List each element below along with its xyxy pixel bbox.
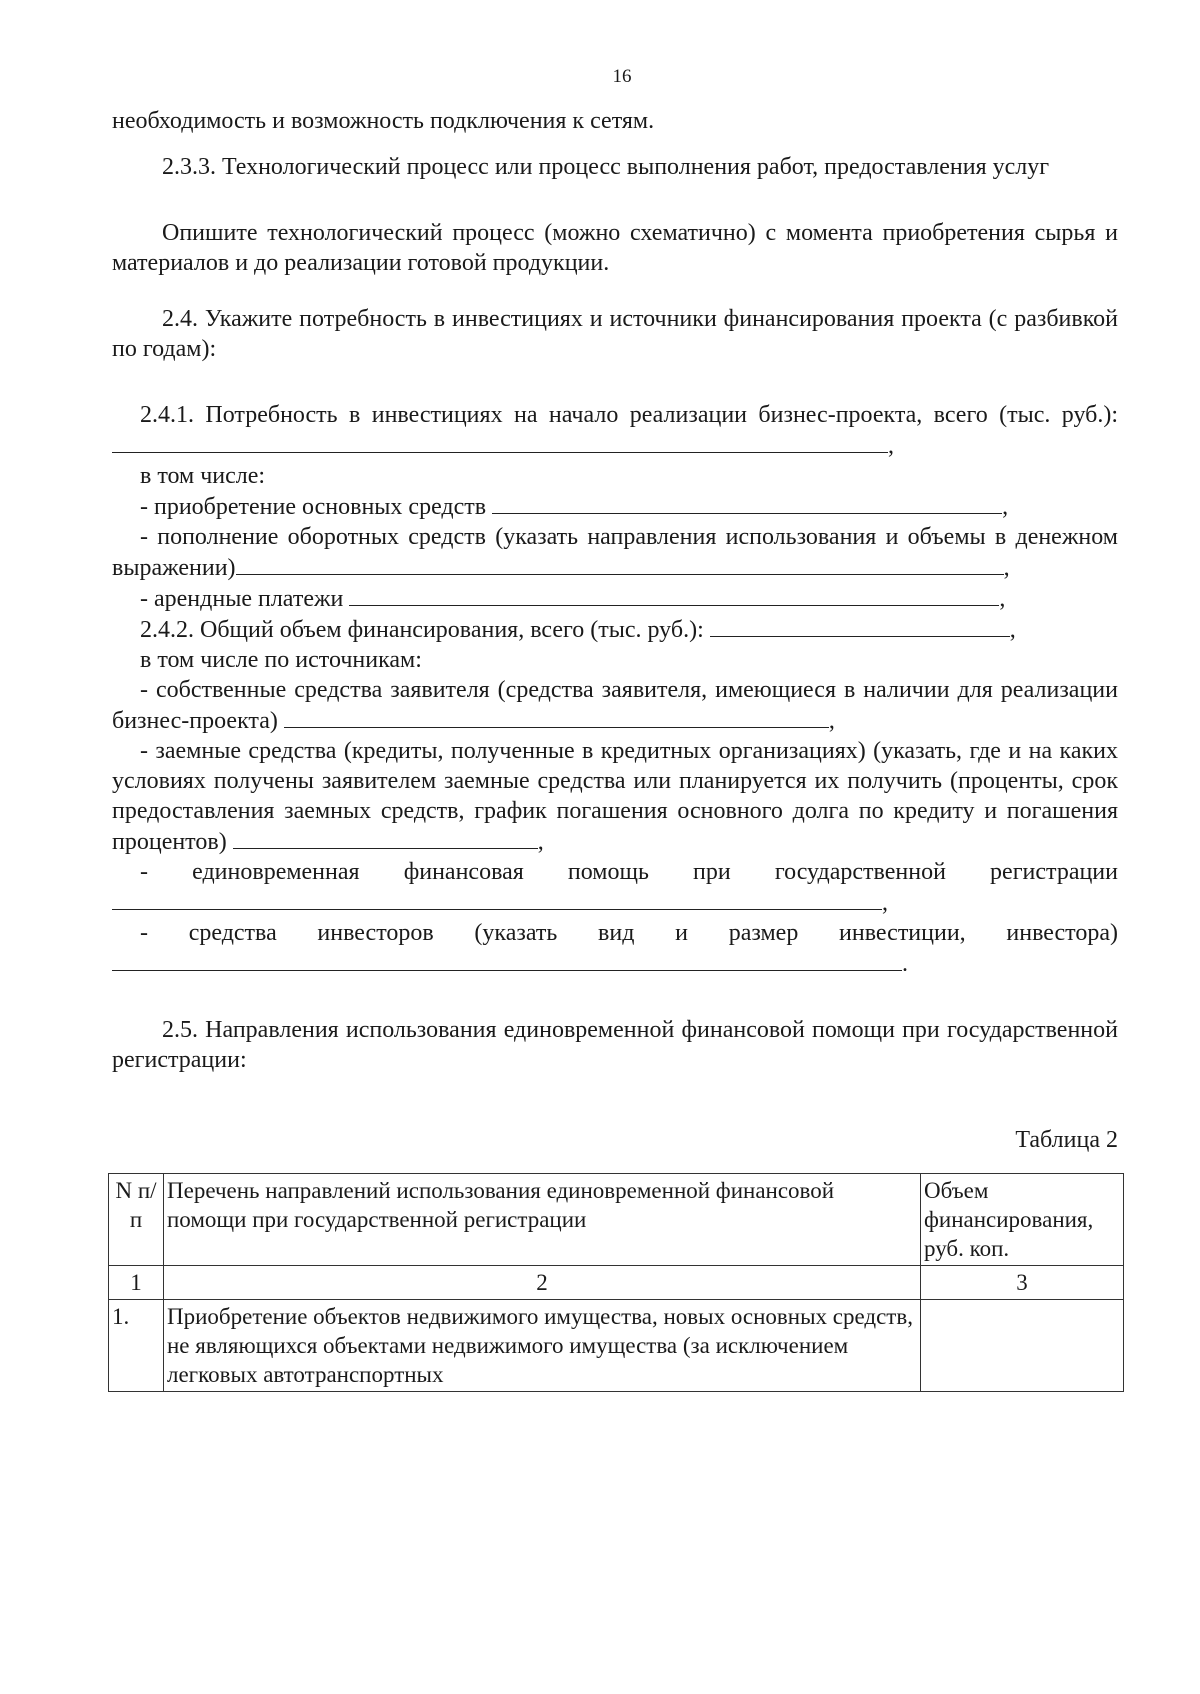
comma-mark: , [888,433,894,459]
comma-mark: , [999,586,1006,612]
loans-field[interactable] [233,826,538,849]
by-sources-label: в том числе по источникам: [140,647,422,673]
comma-mark: , [882,890,888,916]
table-colnum-row [109,1266,1124,1300]
fixed-assets-line [112,491,1118,522]
colnum-3: 3 [921,1266,1124,1300]
rent-line [112,583,1118,614]
working-capital-line [112,522,1118,583]
investors-line [112,918,1118,979]
investors-label: - средства инвесторов (указать вид и размер инвестиции, инвестора) [140,920,1118,946]
section-2-4-2 [112,614,1118,645]
own-funds-line [112,675,1118,736]
section-2-4-2-text: 2.4.2. Общий объем финансирования, всего (тыс. руб.): [140,617,704,643]
comma-mark: , [1003,555,1010,581]
table-2 [108,1173,1124,1392]
section-2-4-1 [112,400,1118,461]
comma-mark: , [537,829,544,855]
comma-mark: , [1009,617,1016,643]
investment-total-field[interactable] [112,430,888,453]
own-funds-label: - собственные средства заявителя (средства заявителя, имеющиеся в наличии для реализации бизнес-проекта) [112,677,1118,734]
fixed-assets-label: - приобретение основных средств [140,494,487,520]
table-caption: Таблица 2 [1015,1127,1118,1153]
paragraph-continuation: необходимость и возможность подключения к сетям. [112,108,655,134]
total-financing-field[interactable] [710,614,1010,637]
row-text: Приобретение объектов недвижимого имущества, новых основных средств, не являющихся объектами недвижимого имущества (за исключением легковых автотранспортных [164,1300,921,1392]
header-num: N п/п [109,1174,164,1266]
comma-mark: , [1002,494,1009,520]
header-volume: Объем финансирования, руб. коп. [921,1174,1124,1266]
row-num: 1. [109,1300,164,1392]
loans-line [112,736,1118,857]
rent-label: - арендные платежи [140,586,344,612]
section-2-4-1-text: 2.4.1. Потребность в инвестициях на начало реализации бизнес-проекта, всего (тыс. руб.): [140,402,1118,428]
in-that-label: в том числе: [140,463,266,489]
one-time-aid-field[interactable] [112,887,882,910]
period-mark: . [902,951,908,977]
row-volume-cell[interactable] [921,1300,1124,1392]
one-time-aid-line [112,857,1118,918]
colnum-1: 1 [109,1266,164,1300]
page-number: 16 [612,66,632,87]
header-directions: Перечень направлений использования единовременной финансовой помощи при государственной регистрации [164,1174,921,1266]
one-time-aid-label: - единовременная финансовая помощь при государственной регистрации [140,859,1118,885]
working-capital-field[interactable] [236,552,1004,575]
rent-field[interactable] [349,583,999,606]
comma-mark: , [828,708,835,734]
investors-field[interactable] [112,948,902,971]
table-header-row [109,1174,1124,1266]
own-funds-field[interactable] [284,705,829,728]
colnum-2: 2 [164,1266,921,1300]
table-row [109,1300,1124,1392]
fixed-assets-field[interactable] [492,491,1002,514]
section-2-4-heading: 2.4. Укажите потребность в инвестициях и источники финансирования проекта (с разбивкой по годам): [112,306,1118,362]
section-2-3-3-heading: 2.3.3. Технологический процесс или процесс выполнения работ, предоставления услуг [162,154,1050,180]
section-2-5-heading: 2.5. Направления использования единовременной финансовой помощи при государственной регистрации: [112,1017,1118,1073]
paragraph-describe-process: Опишите технологический процесс (можно схематично) с момента приобретения сырья и материалов и до реализации готовой продукции. [112,220,1118,276]
loans-label: - заемные средства (кредиты, полученные в кредитных организациях) (указать, где и на каких условиях получены заявителем заемные средства или планируется их получить (проценты, срок предоставления заемных средств, график погашения основного долга по кредиту и погашения процентов) [112,738,1118,855]
working-capital-label: - пополнение оборотных средств (указать направления использования и объемы в денежном выражении) [112,524,1118,581]
